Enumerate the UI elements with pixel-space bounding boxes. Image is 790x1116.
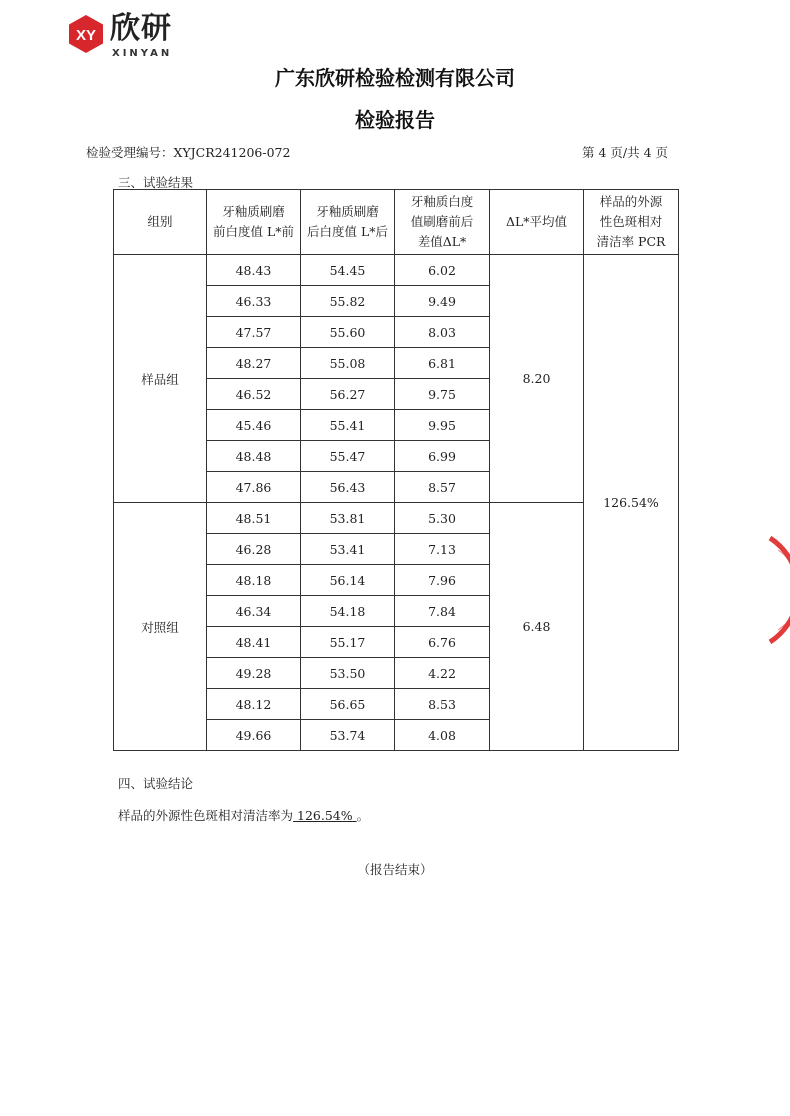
group-name-cell: 样品组 (114, 255, 207, 503)
section3-heading: 三、试验结果 (118, 175, 194, 190)
diff-value-cell: 7.13 (395, 534, 490, 565)
diff-value-cell: 8.57 (395, 472, 490, 503)
diff-value-cell: 9.49 (395, 286, 490, 317)
diff-value-cell: 9.75 (395, 379, 490, 410)
average-cell: 6.48 (490, 503, 584, 751)
before-value-cell: 48.51 (207, 503, 301, 534)
after-value-cell: 53.81 (301, 503, 395, 534)
diff-value-cell: 7.96 (395, 565, 490, 596)
accept-number-label: 检验受理编号： (86, 145, 174, 160)
header-pcr: 样品的外源 性色斑相对 清洁率 PCR (584, 190, 679, 255)
diff-value-cell: 9.95 (395, 410, 490, 441)
after-value-cell: 53.41 (301, 534, 395, 565)
conclusion-text (118, 806, 369, 824)
diff-value-cell: 4.08 (395, 720, 490, 751)
logo-english-name: XINYAN (112, 48, 173, 59)
pcr-cell: 126.54% (584, 255, 679, 751)
accept-number-value: XYJCR241206-072 (173, 145, 291, 160)
report-end-note: （报告结束） (357, 862, 433, 877)
before-value-cell: 46.34 (207, 596, 301, 627)
company-name: 广东欣研检验检测有限公司 (275, 66, 515, 90)
after-value-cell: 54.45 (301, 255, 395, 286)
before-value-cell: 46.52 (207, 379, 301, 410)
after-value-cell: 55.08 (301, 348, 395, 379)
before-value-cell: 46.28 (207, 534, 301, 565)
page-indicator: 第 4 页/共 4 页 (581, 145, 668, 160)
report-title: 检验报告 (355, 108, 435, 132)
after-value-cell: 55.60 (301, 317, 395, 348)
header-average: ΔL*平均值 (490, 190, 584, 255)
diff-value-cell: 7.84 (395, 596, 490, 627)
before-value-cell: 47.86 (207, 472, 301, 503)
conclusion-suffix: 。 (356, 808, 370, 823)
table-header-row (114, 190, 679, 255)
company-logo (66, 12, 236, 60)
after-value-cell: 55.41 (301, 410, 395, 441)
header-before: 牙釉质刷磨 前白度值 L*前 (207, 190, 301, 255)
results-table (113, 189, 679, 751)
average-cell: 8.20 (490, 255, 584, 503)
conclusion-prefix: 样品的外源性色斑相对清洁率为 (118, 808, 294, 823)
diff-value-cell: 8.03 (395, 317, 490, 348)
diff-value-cell: 6.76 (395, 627, 490, 658)
before-value-cell: 48.41 (207, 627, 301, 658)
after-value-cell: 55.17 (301, 627, 395, 658)
after-value-cell: 56.65 (301, 689, 395, 720)
diff-value-cell: 8.53 (395, 689, 490, 720)
seal-stamp-icon (740, 530, 790, 650)
group-name-cell: 对照组 (114, 503, 207, 751)
before-value-cell: 48.12 (207, 689, 301, 720)
after-value-cell: 56.27 (301, 379, 395, 410)
diff-value-cell: 6.81 (395, 348, 490, 379)
after-value-cell: 55.47 (301, 441, 395, 472)
before-value-cell: 46.33 (207, 286, 301, 317)
after-value-cell: 56.14 (301, 565, 395, 596)
xy-logo-icon (66, 14, 106, 54)
table-row (114, 255, 679, 286)
before-value-cell: 45.46 (207, 410, 301, 441)
before-value-cell: 49.28 (207, 658, 301, 689)
conclusion-value: 126.54% (293, 808, 357, 823)
after-value-cell: 55.82 (301, 286, 395, 317)
section4-heading: 四、试验结论 (118, 776, 194, 791)
svg-text:XY: XY (75, 27, 97, 44)
before-value-cell: 47.57 (207, 317, 301, 348)
accept-number (86, 143, 290, 161)
header-after: 牙釉质刷磨 后白度值 L*后 (301, 190, 395, 255)
after-value-cell: 53.74 (301, 720, 395, 751)
before-value-cell: 48.48 (207, 441, 301, 472)
diff-value-cell: 4.22 (395, 658, 490, 689)
diff-value-cell: 6.02 (395, 255, 490, 286)
diff-value-cell: 5.30 (395, 503, 490, 534)
after-value-cell: 54.18 (301, 596, 395, 627)
logo-chinese-name: 欣研 (110, 11, 172, 46)
diff-value-cell: 6.99 (395, 441, 490, 472)
after-value-cell: 56.43 (301, 472, 395, 503)
header-group: 组别 (114, 190, 207, 255)
before-value-cell: 48.18 (207, 565, 301, 596)
after-value-cell: 53.50 (301, 658, 395, 689)
before-value-cell: 48.27 (207, 348, 301, 379)
header-diff: 牙釉质白度 值刷磨前后 差值ΔL* (395, 190, 490, 255)
before-value-cell: 48.43 (207, 255, 301, 286)
before-value-cell: 49.66 (207, 720, 301, 751)
